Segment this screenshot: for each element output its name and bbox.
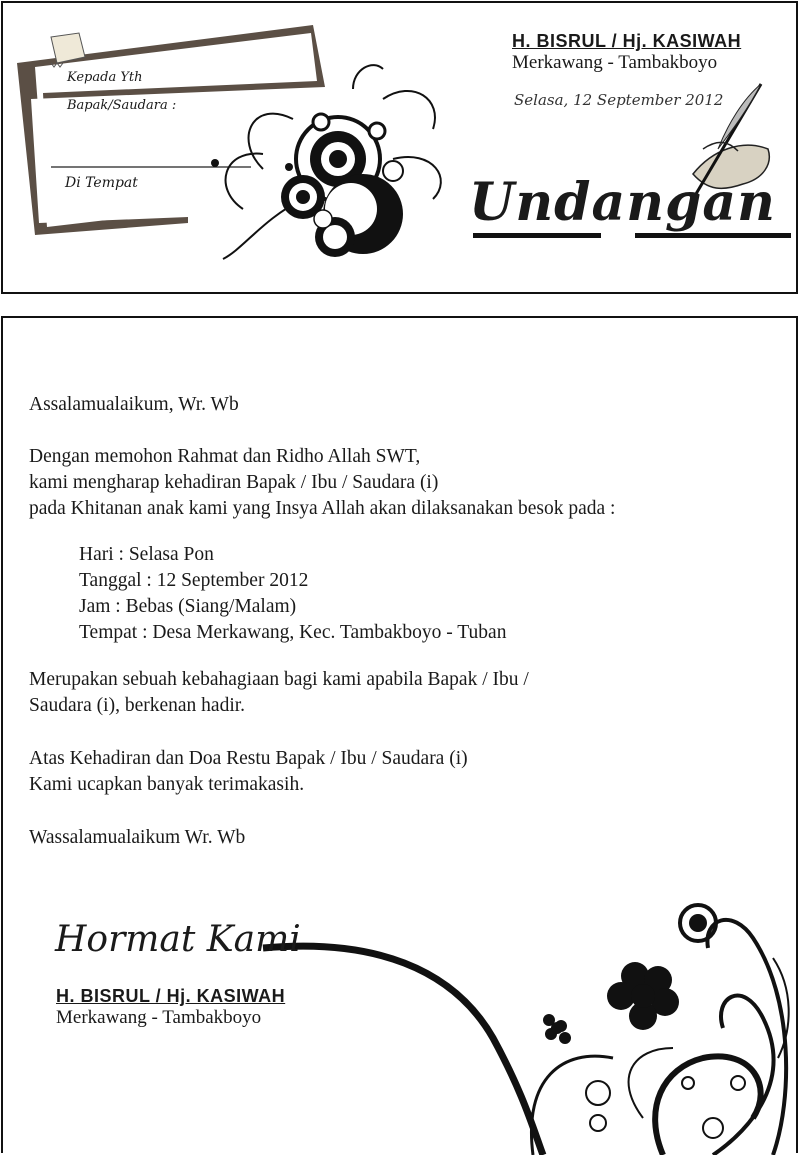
closing: Wassalamualaikum Wr. Wb — [29, 827, 246, 848]
intro-line: pada Khitanan anak kami yang Insya Allah akan dilaksanakan besok pada : — [29, 498, 616, 519]
intro-line: Dengan memohon Rahmat dan Ridho Allah SWT, — [29, 446, 421, 467]
detail-day: Hari : Selasa Pon — [79, 544, 214, 565]
sender-place: Merkawang - Tambakboyo — [512, 52, 718, 73]
detail-date: Tanggal : 12 September 2012 — [79, 570, 309, 591]
invitation-date: Selasa, 12 September 2012 — [514, 91, 724, 109]
paragraph2-line: Merupakan sebuah kebahagiaan bagi kami apabila Bapak / Ibu / — [29, 669, 529, 690]
greeting: Assalamualaikum, Wr. Wb — [29, 394, 239, 415]
detail-place: Tempat : Desa Merkawang, Kec. Tambakboyo - Tuban — [79, 622, 507, 643]
recipient-line1: Kepada Yth — [67, 70, 143, 85]
intro-line: kami mengharap kehadiran Bapak / Ibu / Saudara (i) — [29, 472, 439, 493]
signer-place: Merkawang - Tambakboyo — [56, 1007, 262, 1028]
letter-card — [1, 316, 798, 1153]
invitation-title: Undangan — [469, 172, 776, 233]
floral-ornament — [233, 878, 798, 1155]
paragraph3-line: Kami ucapkan banyak terimakasih. — [29, 774, 305, 795]
signer-name: H. BISRUL / Hj. KASIWAH — [56, 986, 286, 1006]
regards-text: Hormat Kami — [55, 919, 301, 960]
envelope-card — [1, 1, 798, 294]
detail-time: Jam : Bebas (Siang/Malam) — [79, 596, 297, 617]
sender-name: H. BISRUL / Hj. KASIWAH — [512, 31, 742, 51]
paragraph3-line: Atas Kehadiran dan Doa Restu Bapak / Ibu / Saudara (i) — [29, 748, 468, 769]
circle-ornament — [203, 59, 463, 269]
paragraph2-line: Saudara (i), berkenan hadir. — [29, 695, 246, 716]
title-underline-right — [635, 233, 791, 238]
place-label: Di Tempat — [65, 175, 138, 191]
recipient-line2: Bapak/Saudara : — [67, 98, 177, 113]
title-underline-left — [473, 233, 601, 238]
